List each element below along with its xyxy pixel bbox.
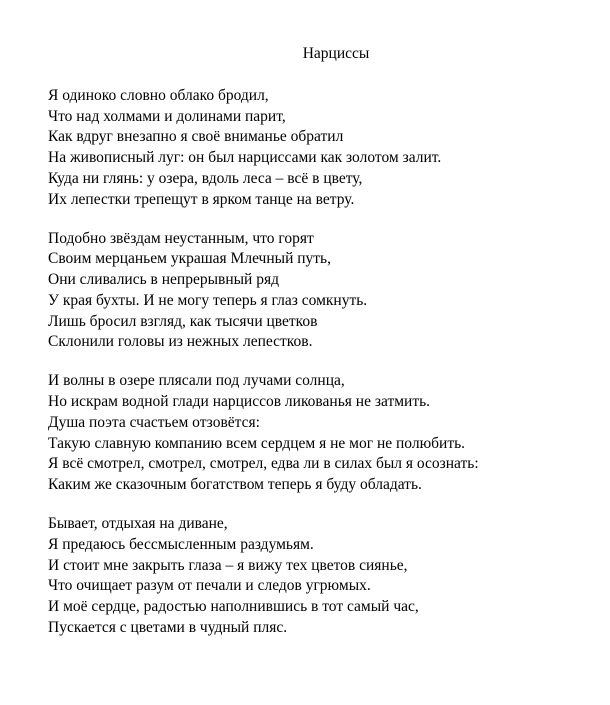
poem-line: Подобно звёздам неустанным, что горят <box>48 229 314 247</box>
poem-line: У края бухты. И не могу теперь я глаз сомкнуть. <box>48 291 368 309</box>
poem-line: Такую славную компанию всем сердцем я не мог не полюбить. <box>48 434 466 452</box>
poem-line: Я предаюсь бессмысленным раздумьям. <box>48 535 314 553</box>
poem-line: Я одиноко словно облако бродил, <box>48 87 269 104</box>
poem-line: Что очищает разум от печали и следов угрюмых. <box>48 577 371 595</box>
stanza-2 <box>48 229 603 353</box>
poem-line: Лишь бросил взгляд, как тысячи цветков <box>48 312 318 330</box>
poem-line: Душа поэта счастьем отзовётся: <box>48 413 260 431</box>
stanza-4 <box>48 514 603 638</box>
poem-body <box>48 86 603 657</box>
poem-line: На живописный луг: он был нарциссами как золотом залит. <box>48 149 442 167</box>
poem-line: Я всё смотрел, смотрел, смотрел, едва ли в силах был я осознать: <box>48 455 479 473</box>
poem-line: Что над холмами и долинами парит, <box>48 107 286 125</box>
poem-line: Как вдруг внезапно я своё вниманье обратил <box>48 128 344 146</box>
poem-line: Своим мерцаньем украшая Млечный путь, <box>48 250 331 268</box>
poem-line: И волны в озере плясали под лучами солнца, <box>48 372 345 390</box>
poem-line: Каким же сказочным богатством теперь я буду обладать. <box>48 475 422 493</box>
stanza-1 <box>48 86 603 210</box>
poem-line: Склонили головы из нежных лепестков. <box>48 333 313 351</box>
poem-line: Бывает, отдыхая на диване, <box>48 515 228 533</box>
poem-line: И моё сердце, радостью наполнившись в тот самый час, <box>48 597 419 615</box>
poem-line: Они сливались в непрерывный ряд <box>48 271 279 289</box>
stanza-3 <box>48 371 603 495</box>
poem-title: Нарциссы <box>302 45 370 62</box>
poem-line: Пускается с цветами в чудный пляс. <box>48 618 288 636</box>
poem-line: Их лепестки трепещут в ярком танце на ветру. <box>48 190 355 208</box>
poem-line: Куда ни глянь: у озера, вдоль леса – всё в цвету, <box>48 169 363 187</box>
poem-line: И стоит мне закрыть глаза – я вижу тех цветов сиянье, <box>48 556 408 574</box>
poem-line: Но искрам водной глади нарциссов ликованья не затмить. <box>48 393 431 411</box>
